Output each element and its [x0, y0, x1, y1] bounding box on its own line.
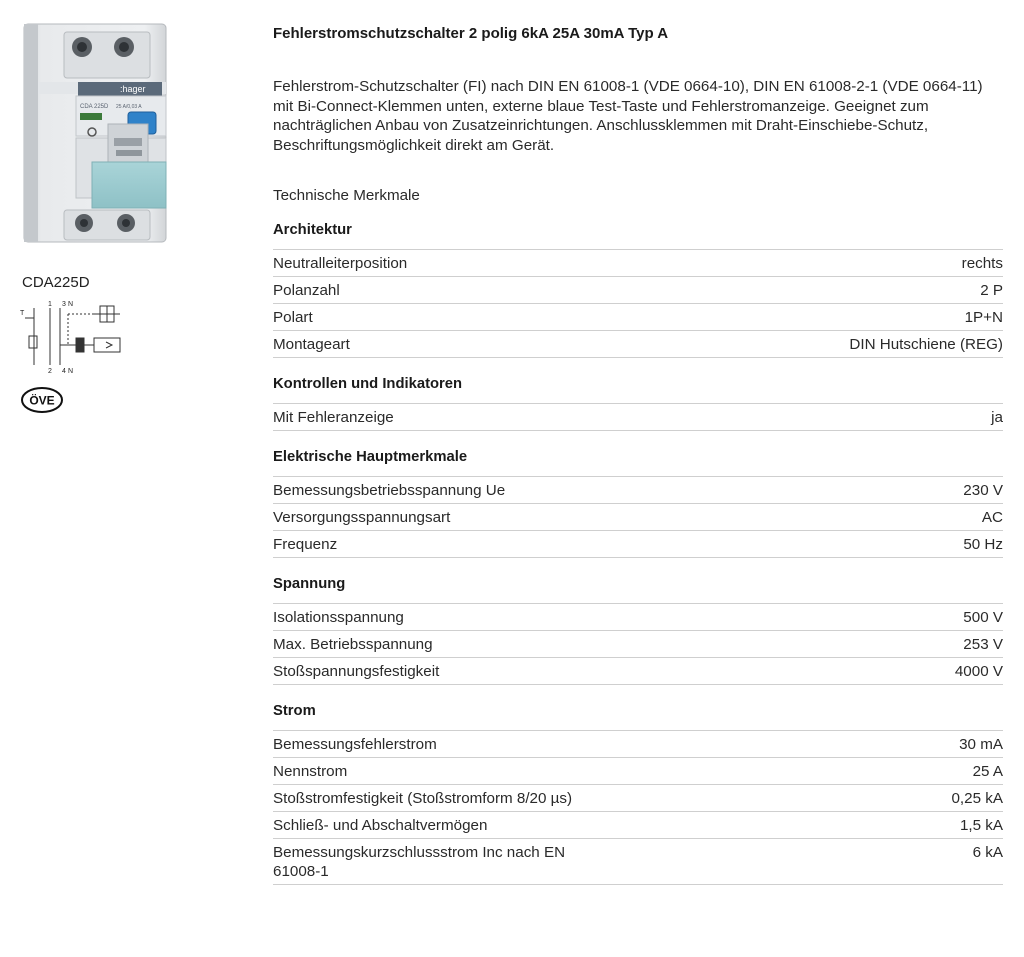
spec-value: 6 kA	[972, 843, 1003, 861]
spec-label: Mit Fehleranzeige	[273, 408, 394, 426]
spec-label: Frequenz	[273, 535, 338, 553]
section-heading: Elektrische Hauptmerkmale	[273, 448, 468, 465]
product-image	[20, 20, 170, 245]
svg-text:ÖVE: ÖVE	[29, 393, 55, 408]
spec-row	[273, 604, 1003, 631]
spec-label: Neutralleiterposition	[273, 254, 408, 272]
device-model-label: CDA 225D	[80, 104, 109, 110]
spec-row	[273, 839, 1003, 885]
spec-label: Stoßspannungsfestigkeit	[273, 662, 440, 680]
schema-label: 3	[62, 301, 66, 308]
spec-label: Bemessungsbetriebsspannung Ue	[273, 481, 506, 499]
spec-row	[273, 731, 1003, 758]
spec-label: Polart	[273, 308, 313, 326]
section-heading: Architektur	[273, 221, 352, 238]
schema-label: N	[68, 301, 74, 308]
spec-value: AC	[981, 508, 1003, 526]
spec-section	[273, 573, 1003, 685]
spec-table	[273, 476, 1003, 558]
product-description: Fehlerstrom-Schutzschalter (FI) nach DIN EN 61008-1 (VDE 0664-10), DIN EN 61008-2-1 (VDE 0664-11) mit Bi-Connect-Klemmen unten, externe blaue Test-Taste und Fehlerstromanzeige. Geeignet zum nachträglichen Anbau von Zusatzeinrichtungen. Anschlussklemmen mit Draht-Einschiebe-Schutz, Beschriftungsmöglichkeit direkt am Gerät.	[273, 78, 983, 155]
ove-certification-mark	[20, 386, 64, 414]
section-heading: Spannung	[273, 575, 346, 592]
spec-value: 4000 V	[954, 662, 1003, 680]
page-title: Fehlerstromschutzschalter 2 polig 6kA 25A 30mA Typ A	[273, 25, 669, 42]
spec-section	[273, 219, 1003, 358]
spec-value: 500 V	[963, 608, 1003, 626]
spec-row	[273, 812, 1003, 839]
spec-label: Bemessungskurzschlussstrom Inc nach EN 61008-1	[273, 843, 566, 880]
spec-label: Max. Betriebsspannung	[273, 635, 433, 653]
spec-row	[273, 404, 1003, 431]
spec-row	[273, 758, 1003, 785]
spec-row	[273, 304, 1003, 331]
spec-section	[273, 700, 1003, 885]
brand-logo: :hager	[120, 84, 146, 94]
spec-sections	[273, 219, 1003, 885]
spec-table	[273, 603, 1003, 685]
product-details	[273, 26, 1003, 885]
spec-label: Versorgungsspannungsart	[273, 508, 451, 526]
spec-value: DIN Hutschiene (REG)	[849, 335, 1003, 353]
spec-label: Polanzahl	[273, 281, 340, 299]
schema-label: 1	[48, 301, 52, 308]
spec-value: 50 Hz	[963, 535, 1003, 553]
spec-row	[273, 785, 1003, 812]
spec-value: 30 mA	[959, 735, 1003, 753]
spec-value: 230 V	[963, 481, 1003, 499]
spec-row	[273, 331, 1003, 358]
spec-label: Nennstrom	[273, 762, 348, 780]
spec-row	[273, 504, 1003, 531]
spec-row	[273, 477, 1003, 504]
wiring-diagram	[20, 300, 130, 375]
product-code: CDA225D	[22, 274, 90, 291]
spec-section	[273, 446, 1003, 558]
spec-value: 25 A	[972, 762, 1003, 780]
spec-row	[273, 277, 1003, 304]
spec-value: 0,25 kA	[951, 789, 1003, 807]
spec-label: Stoßstromfestigkeit (Stoßstromform 8/20 µs)	[273, 789, 573, 807]
schema-label: 2	[48, 368, 52, 375]
spec-label: Montageart	[273, 335, 350, 353]
spec-value: 2 P	[980, 281, 1003, 299]
schema-label: T	[20, 310, 25, 317]
section-heading: Kontrollen und Indikatoren	[273, 375, 463, 392]
spec-value: 1,5 kA	[959, 816, 1003, 834]
spec-row	[273, 531, 1003, 558]
spec-value: rechts	[961, 254, 1003, 272]
spec-label: Isolationsspannung	[273, 608, 404, 626]
section-heading: Strom	[273, 702, 316, 719]
spec-row	[273, 631, 1003, 658]
spec-section	[273, 373, 1003, 431]
spec-table	[273, 403, 1003, 431]
spec-table	[273, 730, 1003, 885]
features-heading: Technische Merkmale	[273, 186, 420, 204]
spec-value: ja	[991, 408, 1003, 426]
spec-table	[273, 249, 1003, 358]
spec-row	[273, 250, 1003, 277]
device-rating-label: 25 A/0,03 A	[116, 104, 142, 110]
spec-value: 253 V	[963, 635, 1003, 653]
spec-label: Bemessungsfehlerstrom	[273, 735, 437, 753]
spec-label: Schließ- und Abschaltvermögen	[273, 816, 488, 834]
spec-row	[273, 658, 1003, 685]
spec-value: 1P+N	[964, 308, 1003, 326]
schema-label: 4	[62, 368, 66, 375]
schema-label: N	[68, 368, 74, 375]
